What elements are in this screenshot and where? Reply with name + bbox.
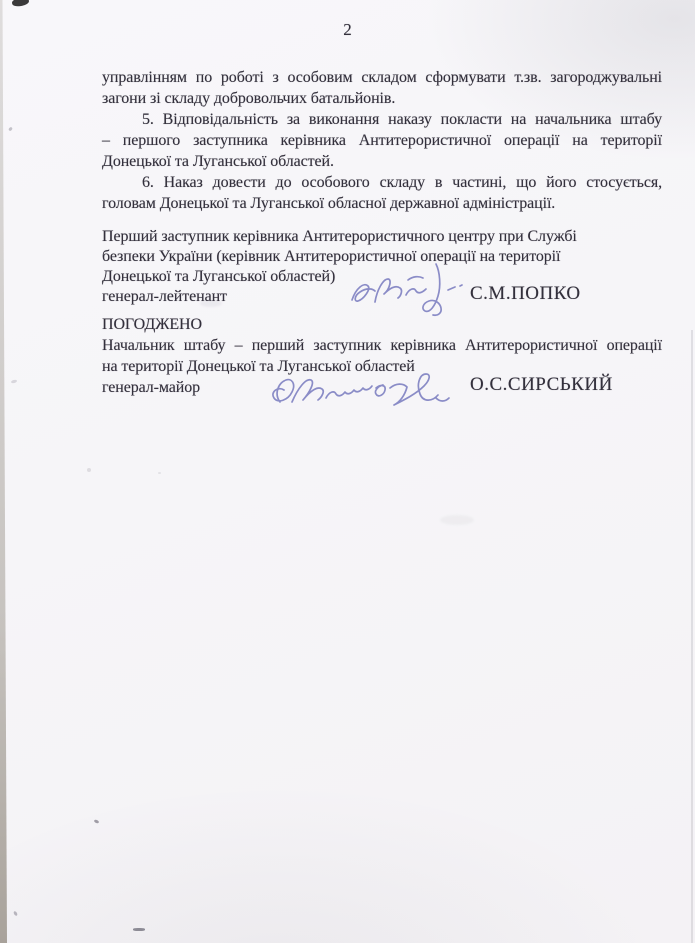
approval-name: О.С.СИРСЬКИЙ: [470, 374, 613, 395]
approval-title-line: Начальник штабу – перший заступник керівника Антитерористичної операції: [102, 337, 662, 354]
scan-speck: [133, 928, 145, 931]
order-body-text: [102, 67, 662, 214]
signoff-title-line: Донецької та Луганської областей): [102, 268, 336, 285]
body-line-item-6: 6. Наказ довести до особового складу в частині, що його стосується,: [142, 174, 662, 191]
scan-speck: [94, 819, 100, 824]
scanner-right-edge: [691, 330, 693, 943]
approval-label: ПОГОДЖЕНО: [102, 316, 202, 333]
signoff-title-line: безпеки України (керівник Антитерористичної операції на території: [102, 248, 561, 265]
body-line-item-5: 5. Відповідальність за виконання наказу покласти на начальника штабу: [142, 111, 662, 128]
page-number: 2: [343, 20, 352, 39]
scan-speck: [87, 468, 91, 472]
signoff-name: С.М.ПОПКО: [470, 283, 581, 304]
body-line: загони зі складу добровольчих батальйонів.: [102, 90, 396, 107]
scan-speck: [158, 472, 161, 474]
body-line: управлінням по роботі з особовим складом сформувати т.зв. загороджувальні: [102, 69, 662, 86]
scan-artifact-blob: [11, 0, 29, 7]
scan-speck: [13, 911, 18, 917]
body-line: Донецької та Луганської областей.: [102, 153, 334, 170]
signoff-title-line: Перший заступник керівника Антитерористичного центру при Службі: [102, 228, 577, 245]
signoff-rank: генерал-лейтенант: [102, 288, 227, 305]
scanner-left-edge: [0, 0, 7, 943]
approval-rank: генерал-майор: [102, 379, 201, 396]
scan-speck: [11, 379, 18, 383]
syrskyi-signature-icon: [266, 364, 456, 422]
body-line: – першого заступника керівника Антитерористичної операції на території: [102, 132, 662, 149]
scan-speck: [8, 127, 13, 132]
body-line: головам Донецької та Луганської обласної державної адміністрації.: [102, 195, 556, 212]
scan-smudge: [440, 515, 474, 525]
approval-title-line: на території Донецької та Луганської областей: [102, 358, 415, 375]
popko-signature-icon: [344, 258, 474, 322]
scan-smudge: [200, 300, 222, 307]
